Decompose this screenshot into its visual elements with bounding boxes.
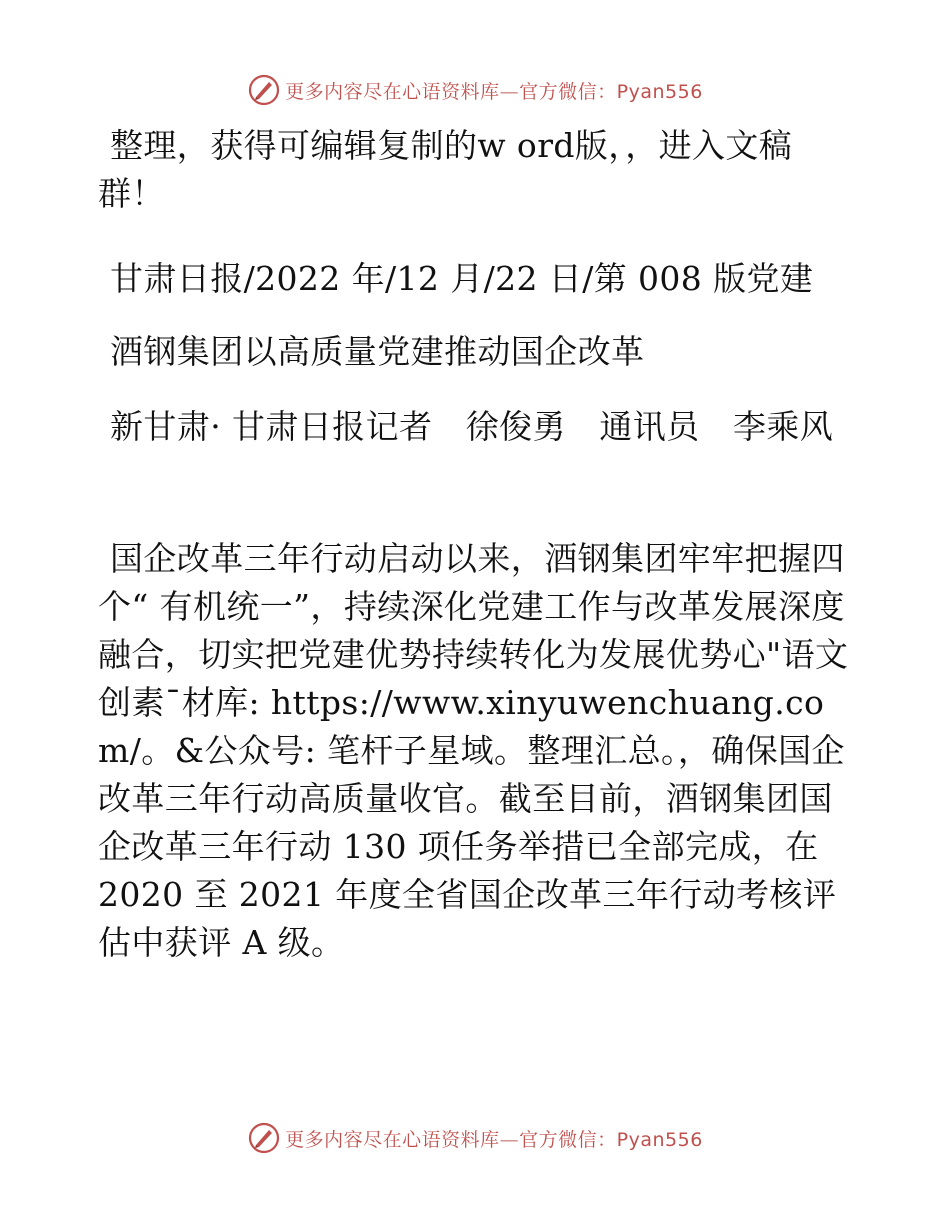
watermark-wechat: 官方微信：Pyan556: [519, 1128, 703, 1151]
watermark-dash: —: [499, 80, 520, 103]
article-title: 酒钢集团以高质量党建推动国企改革: [110, 332, 645, 371]
intro-paragraph: 整理，获得可编辑复制的w ord版，，进入文稿群！: [98, 126, 793, 213]
byline: 新甘肃· 甘肃日报记者 徐俊勇 通讯员 李乘风: [110, 407, 834, 446]
watermark-text: [285, 1125, 703, 1152]
watermark-banner-bottom: [0, 1118, 950, 1158]
watermark-wechat: 官方微信：Pyan556: [519, 80, 703, 103]
body-paragraph: 国企改革三年行动启动以来，酒钢集团牢牢把握四个“ 有机统一”，持续深化党建工作与改革发展深度融合，切实把党建优势持续转化为发展优势心"语文创素¯材库: https://www.xinyuwenchuang.com/。&公众号: 笔杆子星域。整理汇总。，确保国企改革三年行动高质量收官。截至目前，酒钢集团国企改革三年行动 130 项任务举措已全部完成，在 2020 至 2021 年度全省国企改革三年行动考核评估中获评 A 级。: [98, 539, 849, 962]
watermark-main: 更多内容尽在心语资料库: [285, 1128, 500, 1151]
watermark-main: 更多内容尽在心语资料库: [285, 80, 500, 103]
watermark-banner-top: [0, 70, 950, 110]
source-line: 甘肃日报/2022 年/12 月/22 日/第 008 版党建: [110, 259, 814, 298]
watermark-text: [285, 77, 703, 104]
watermark-dash: —: [499, 1128, 520, 1151]
quill-logo-icon: [247, 1121, 281, 1155]
quill-logo-icon: [247, 73, 281, 107]
